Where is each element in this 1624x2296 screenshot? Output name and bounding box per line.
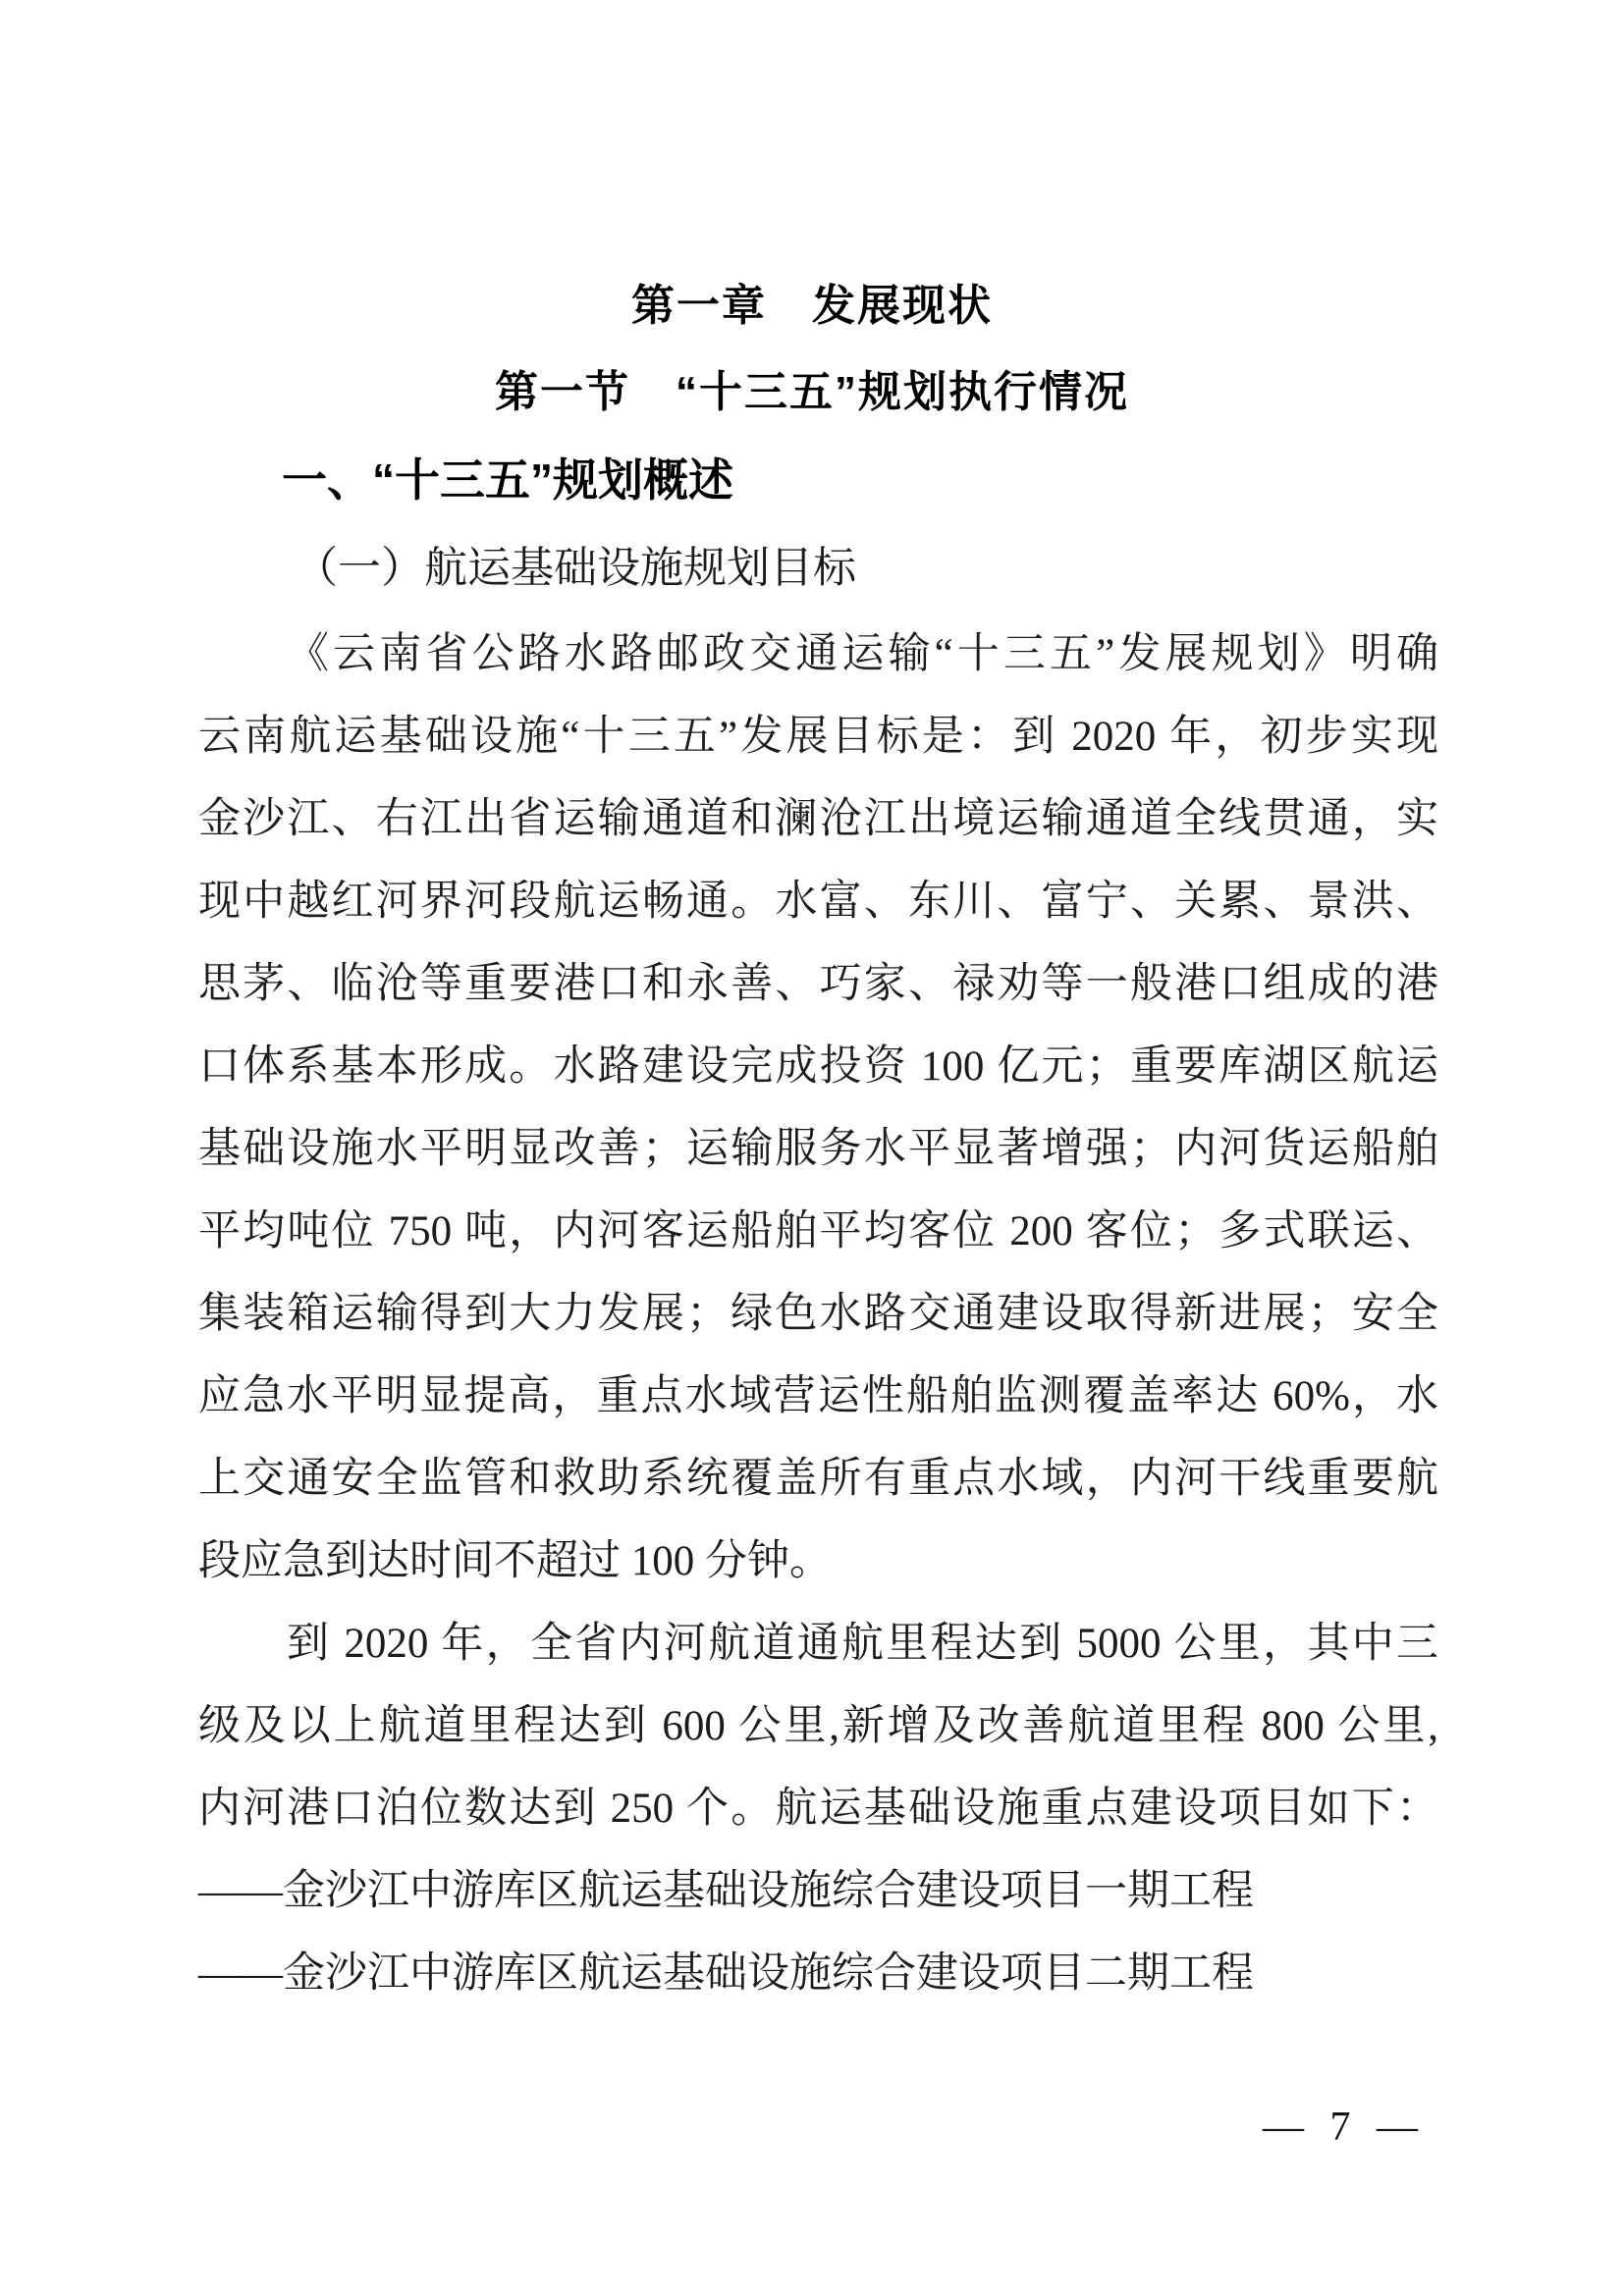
body-line: 集装箱运输得到大力发展；绿色水路交通建设取得新进展；安全 <box>198 1291 1438 1337</box>
body-line: 到 2020 年，全省内河航道通航里程达到 5000 公里，其中三 <box>287 1621 1438 1667</box>
subheading-level-2: （一）航运基础设施规划目标 <box>295 544 856 592</box>
body-line: 应急水平明显提高，重点水域营运性船舶监测覆盖率达 60%，水 <box>198 1373 1438 1419</box>
body-line: 段应急到达时间不超过 100 分钟。 <box>198 1538 832 1584</box>
body-line: 现中越红河界河段航运畅通。水富、东川、富宁、关累、景洪、 <box>198 879 1438 925</box>
body-text <box>198 614 1438 2015</box>
section-title: 第一节 “十三五”规划执行情况 <box>495 368 1129 416</box>
body-line: 思茅、临沧等重要港口和永善、巧家、禄劝等一般港口组成的港 <box>198 961 1438 1007</box>
chapter-title: 第一章 发展现状 <box>631 282 993 330</box>
body-line: 内河港口泊位数达到 250 个。航运基础设施重点建设项目如下： <box>198 1786 1438 1832</box>
body-line: 级及以上航道里程达到 600 公里,新增及改善航道里程 800 公里, <box>198 1703 1438 1749</box>
body-line: 口体系基本形成。水路建设完成投资 100 亿元；重要库湖区航运 <box>198 1043 1438 1090</box>
body-line: 金沙江、右江出省运输通道和澜沧江出境运输通道全线贯通，实 <box>198 796 1438 842</box>
body-line: 云南航运基础设施“十三五”发展目标是：到 2020 年，初步实现 <box>198 714 1438 760</box>
body-line: ——金沙江中游库区航运基础设施综合建设项目一期工程 <box>198 1868 1254 1914</box>
body-line: 基础设施水平明显改善；运输服务水平显著增强；内河货运船舶 <box>198 1126 1438 1172</box>
body-line: 平均吨位 750 吨，内河客运船舶平均客位 200 客位；多式联运、 <box>198 1208 1438 1255</box>
body-line: 上交通安全监管和救助系统覆盖所有重点水域，内河干线重要航 <box>198 1456 1438 1502</box>
body-line: ——金沙江中游库区航运基础设施综合建设项目二期工程 <box>198 1950 1254 1997</box>
heading-level-1: 一、“十三五”规划概述 <box>282 454 733 506</box>
body-line: 《云南省公路水路邮政交通运输“十三五”发展规划》明确 <box>287 631 1438 677</box>
footer-page-number: — 7 — <box>1263 2105 1426 2150</box>
